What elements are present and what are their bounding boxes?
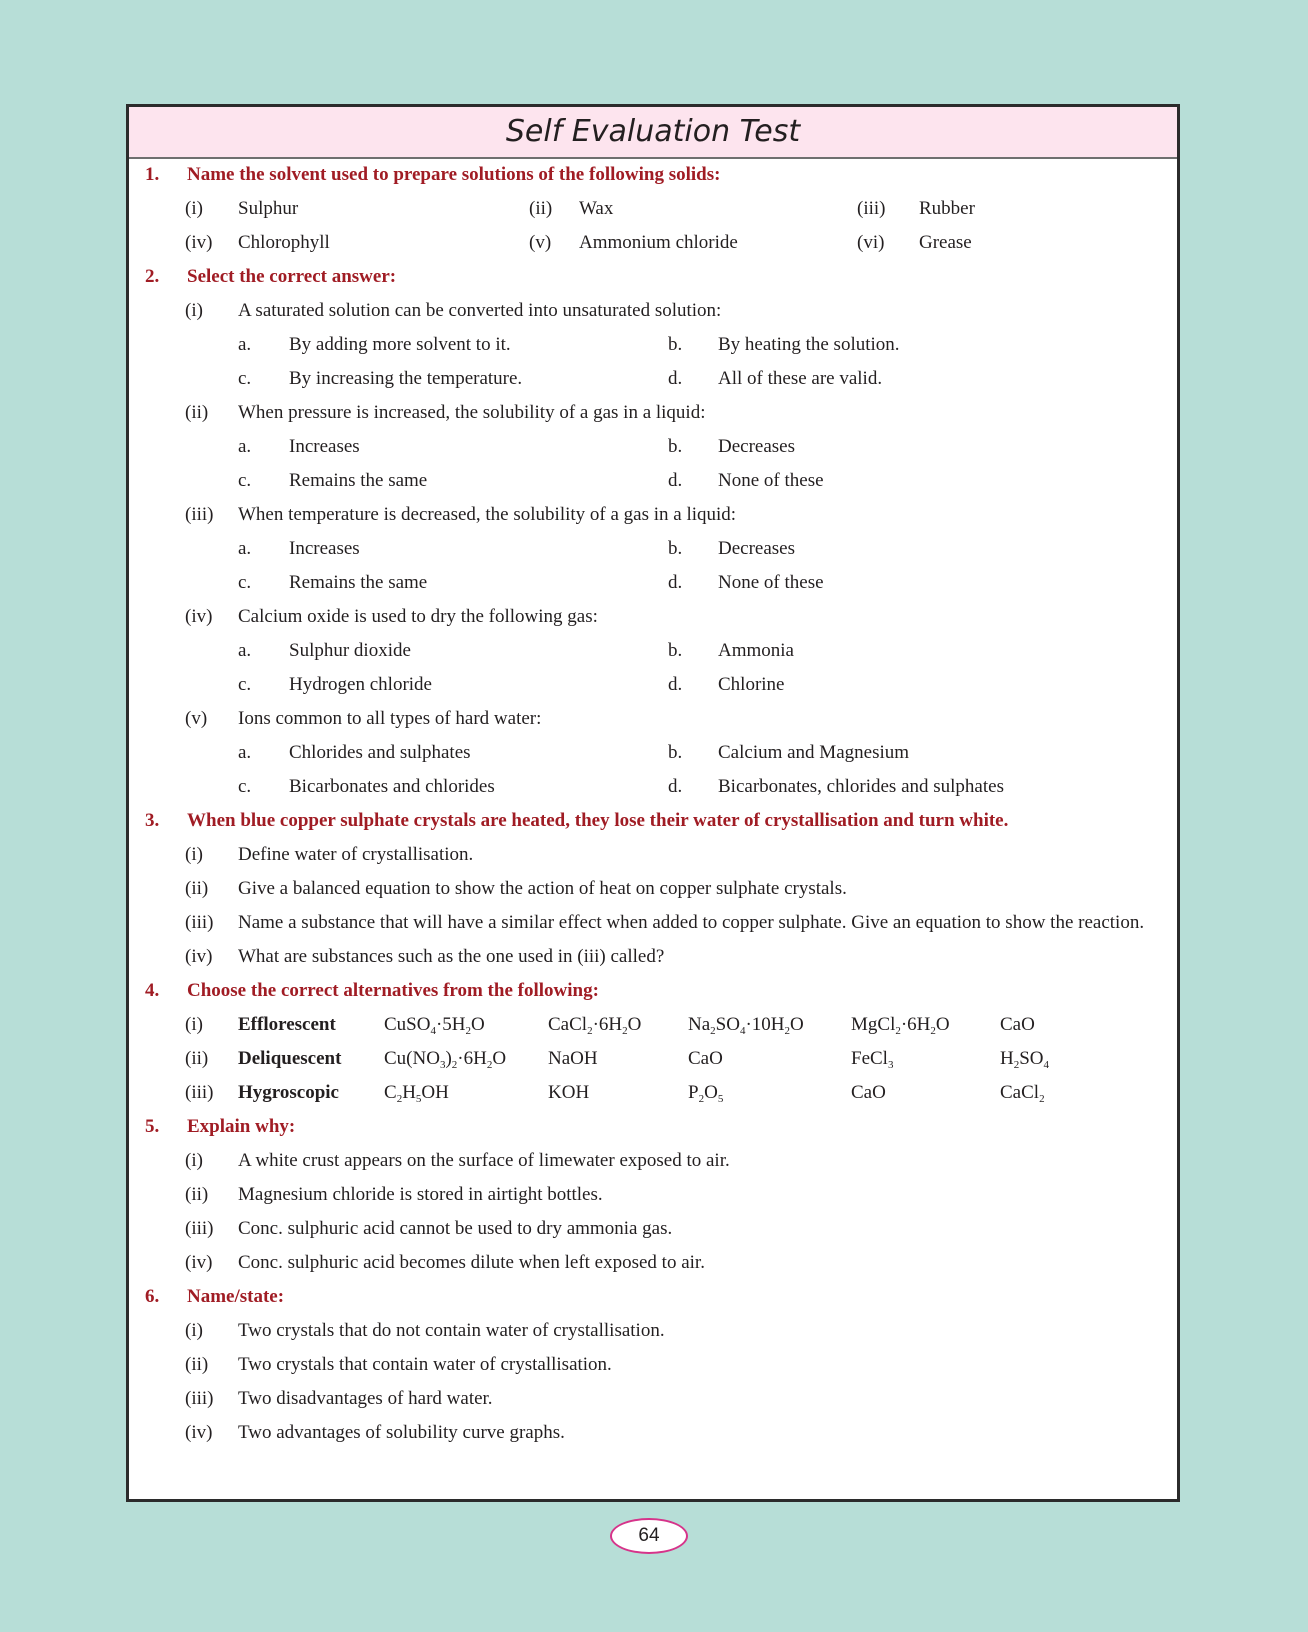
compound-formula	[548, 1011, 641, 1045]
option-letter: a.	[238, 436, 252, 457]
sub-question-text: Conc. sulphuric acid becomes dilute when left exposed to air.	[238, 1252, 705, 1273]
formula-subscript: 5	[415, 1093, 422, 1105]
sub-question-number: (iv)	[185, 1252, 213, 1273]
sub-question-text: Two disadvantages of hard water.	[238, 1388, 493, 1409]
option-text: Ammonia	[718, 640, 794, 661]
option-letter: a.	[238, 742, 252, 763]
compound-formula	[548, 1079, 589, 1107]
option-text: All of these are valid.	[718, 368, 883, 389]
formula-part: SO	[1019, 1048, 1044, 1069]
mcq-number: (iv)	[185, 606, 213, 627]
formula-part: O	[492, 1048, 507, 1069]
formula-subscript: 3	[887, 1059, 894, 1071]
formula-subscript: 3	[439, 1059, 446, 1071]
sub-question-number: (iii)	[185, 912, 214, 933]
row-number: (iii)	[185, 1082, 214, 1103]
compound-formula	[688, 1045, 723, 1073]
option-letter: b.	[668, 334, 683, 355]
formula-part: CaO	[851, 1082, 886, 1103]
sub-question-number: (i)	[185, 1320, 203, 1341]
option-text: Decreases	[718, 538, 796, 559]
formula-subscript: 2	[451, 1059, 458, 1071]
formula-part: O	[935, 1014, 950, 1035]
sub-question-number: (ii)	[185, 878, 209, 899]
formula-part: )	[445, 1048, 452, 1069]
compound-formula	[851, 1079, 886, 1107]
option-letter: b.	[668, 640, 683, 661]
solid-number: (i)	[185, 198, 203, 219]
formula-part: KOH	[548, 1082, 590, 1103]
option-letter: c.	[238, 368, 252, 389]
solid-name: Grease	[919, 232, 972, 253]
option-letter: a.	[238, 640, 252, 661]
mcq-stem-text: Ions common to all types of hard water:	[238, 708, 542, 729]
formula-subscript: 2	[710, 1025, 716, 1037]
solid-number: (vi)	[857, 232, 885, 253]
sub-question-text: Name a substance that will have a similar effect when added to copper sulphate. Give an equation to show the reaction.	[238, 912, 1145, 933]
sub-question-text: Two advantages of solubility curve graphs.	[238, 1422, 565, 1443]
sub-question-number: (iii)	[185, 1388, 214, 1409]
solid-name: Chlorophyll	[238, 232, 330, 253]
question-text: Name the solvent used to prepare solutions of the following solids:	[187, 164, 721, 185]
formula-part: CaCl	[548, 1014, 588, 1035]
option-text: Decreases	[718, 436, 796, 457]
formula-subscript: 4	[739, 1025, 746, 1037]
sub-question-text: Magnesium chloride is stored in airtight bottles.	[238, 1184, 603, 1205]
mcq-number: (ii)	[185, 402, 209, 423]
compound-formula	[1000, 1079, 1045, 1113]
formula-subscript: 5	[717, 1093, 724, 1105]
formula-subscript: 2	[784, 1025, 791, 1037]
property-label: Deliquescent	[238, 1048, 342, 1069]
option-text: Calcium and Magnesium	[718, 742, 910, 763]
option-letter: b.	[668, 538, 683, 559]
option-text: Chlorine	[718, 674, 785, 695]
compound-formula	[851, 1045, 893, 1079]
question-number: 2.	[145, 266, 160, 287]
mcq-stem-text: Calcium oxide is used to dry the following gas:	[238, 606, 598, 627]
formula-subscript: 2	[1013, 1059, 1020, 1071]
solid-number: (ii)	[529, 198, 553, 219]
mcq-number: (iii)	[185, 504, 214, 525]
formula-part: ·6H	[900, 1014, 931, 1035]
mcq-number: (i)	[185, 300, 203, 321]
option-letter: b.	[668, 436, 683, 457]
option-text: Hydrogen chloride	[289, 674, 432, 695]
sub-question-number: (ii)	[185, 1184, 209, 1205]
formula-part: ·6H	[592, 1014, 623, 1035]
solid-name: Sulphur	[238, 198, 299, 219]
sub-question-number: (ii)	[185, 1354, 209, 1375]
sub-question-text: Give a balanced equation to show the action of heat on copper sulphate crystals.	[238, 878, 847, 899]
formula-part: C	[384, 1082, 397, 1103]
compound-formula	[851, 1011, 950, 1045]
option-text: Bicarbonates and chlorides	[289, 776, 495, 797]
formula-part: SO	[715, 1014, 740, 1035]
mcq-stem-text: When temperature is decreased, the solubility of a gas in a liquid:	[238, 504, 737, 525]
sub-question-number: (iv)	[185, 1422, 213, 1443]
option-text: By adding more solvent to it.	[289, 334, 511, 355]
formula-subscript: 2	[1039, 1093, 1045, 1105]
question-text: Select the correct answer:	[187, 266, 397, 287]
formula-part: O	[471, 1014, 485, 1035]
compound-formula	[548, 1045, 598, 1073]
question-text: Choose the correct alternatives from the following:	[187, 980, 599, 1001]
formula-subscript: 4	[430, 1025, 436, 1037]
formula-part: NaOH	[548, 1048, 598, 1069]
formula-part: CaCl	[1000, 1082, 1040, 1103]
option-letter: a.	[238, 334, 252, 355]
option-letter: c.	[238, 572, 252, 593]
property-label: Efflorescent	[238, 1014, 336, 1035]
option-letter: a.	[238, 538, 252, 559]
formula-part: P	[688, 1082, 699, 1103]
formula-subscript: 2	[587, 1025, 593, 1037]
solid-number: (iii)	[857, 198, 886, 219]
page-title: Self Evaluation Test	[129, 107, 1177, 159]
question-number: 6.	[145, 1286, 160, 1307]
formula-part: Na	[688, 1014, 711, 1035]
option-text: Increases	[289, 436, 360, 457]
option-letter: d.	[668, 572, 683, 593]
formula-part: CuSO	[384, 1014, 431, 1035]
question-text: Name/state:	[187, 1286, 285, 1307]
option-text: Remains the same	[289, 572, 428, 593]
property-label: Hygroscopic	[238, 1082, 339, 1103]
formula-subscript: 2	[486, 1059, 493, 1071]
solid-name: Rubber	[919, 198, 975, 219]
self-evaluation-panel	[126, 104, 1180, 1502]
formula-part: ·10H	[745, 1014, 785, 1035]
sub-question-text: Two crystals that do not contain water of crystallisation.	[238, 1320, 665, 1341]
option-letter: d.	[668, 674, 683, 695]
sub-question-text: Conc. sulphuric acid cannot be used to dry ammonia gas.	[238, 1218, 673, 1239]
solid-number: (iv)	[185, 232, 213, 253]
option-text: By increasing the temperature.	[289, 368, 523, 389]
formula-part: MgCl	[851, 1014, 896, 1035]
formula-part: O	[627, 1014, 642, 1035]
formula-subscript: 2	[930, 1025, 936, 1037]
question-text: Explain why:	[187, 1116, 296, 1137]
formula-part: O	[790, 1014, 804, 1035]
row-number: (i)	[185, 1014, 203, 1035]
formula-part: CaO	[1000, 1014, 1035, 1035]
mcq-number: (v)	[185, 708, 208, 729]
formula-subscript: 2	[622, 1025, 628, 1037]
formula-subscript: 2	[698, 1093, 705, 1105]
compound-formula	[1000, 1045, 1049, 1079]
formula-part: ·6H	[457, 1048, 487, 1069]
formula-subscript: 2	[396, 1093, 403, 1105]
formula-part: CaO	[688, 1048, 723, 1069]
formula-part: OH	[421, 1082, 449, 1103]
formula-part: FeCl	[851, 1048, 888, 1069]
solid-number: (v)	[529, 232, 552, 253]
question-number: 5.	[145, 1116, 160, 1137]
option-text: Remains the same	[289, 470, 428, 491]
formula-subscript: 4	[1043, 1059, 1050, 1071]
solid-name: Wax	[579, 198, 614, 219]
question-number: 1.	[145, 164, 160, 185]
option-letter: c.	[238, 470, 252, 491]
option-letter: b.	[668, 742, 683, 763]
formula-part: H	[402, 1082, 416, 1103]
option-letter: c.	[238, 674, 252, 695]
compound-formula	[1000, 1011, 1035, 1039]
mcq-stem-text: A saturated solution can be converted into unsaturated solution:	[238, 300, 722, 321]
formula-subscript: 2	[895, 1025, 901, 1037]
formula-subscript: 2	[465, 1025, 472, 1037]
option-text: Increases	[289, 538, 360, 559]
sub-question-text: What are substances such as the one used in (iii) called?	[238, 946, 665, 967]
option-text: By heating the solution.	[718, 334, 900, 355]
option-text: Chlorides and sulphates	[289, 742, 471, 763]
option-letter: d.	[668, 368, 683, 389]
compound-formula	[384, 1045, 506, 1079]
compound-formula	[688, 1079, 723, 1113]
compound-formula	[688, 1011, 804, 1045]
compound-formula	[384, 1011, 485, 1045]
sub-question-text: Two crystals that contain water of crystallisation.	[238, 1354, 612, 1375]
option-text: Sulphur dioxide	[289, 640, 411, 661]
compound-formula	[384, 1079, 449, 1113]
row-number: (ii)	[185, 1048, 209, 1069]
formula-part: ·5H	[435, 1014, 466, 1035]
option-text: None of these	[718, 572, 824, 593]
sub-question-text: A white crust appears on the surface of limewater exposed to air.	[238, 1150, 730, 1171]
solid-name: Ammonium chloride	[579, 232, 738, 253]
formula-part: Cu(NO	[384, 1048, 440, 1069]
formula-part: O	[704, 1082, 718, 1103]
mcq-stem-text: When pressure is increased, the solubility of a gas in a liquid:	[238, 402, 706, 423]
option-letter: c.	[238, 776, 252, 797]
option-letter: d.	[668, 470, 683, 491]
formula-part: H	[1000, 1048, 1014, 1069]
sub-question-number: (iv)	[185, 946, 213, 967]
page-number: 64	[610, 1518, 688, 1554]
option-text: None of these	[718, 470, 824, 491]
sub-question-number: (i)	[185, 844, 203, 865]
option-letter: d.	[668, 776, 683, 797]
question-number: 4.	[145, 980, 160, 1001]
question-number: 3.	[145, 810, 160, 831]
sub-question-text: Define water of crystallisation.	[238, 844, 474, 865]
option-text: Bicarbonates, chlorides and sulphates	[718, 776, 1004, 797]
sub-question-number: (iii)	[185, 1218, 214, 1239]
question-text: When blue copper sulphate crystals are heated, they lose their water of crystallisation and turn white.	[187, 810, 1009, 831]
sub-question-number: (i)	[185, 1150, 203, 1171]
